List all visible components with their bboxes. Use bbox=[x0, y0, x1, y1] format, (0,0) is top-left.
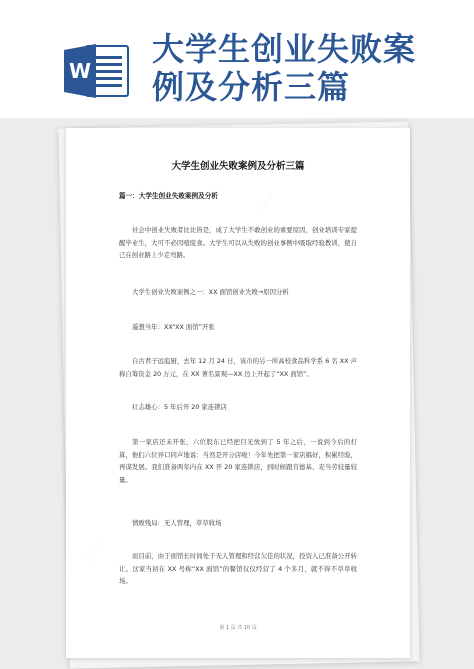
paragraph: 第一家店还未开张，六位股东已经把目光放到了 5 年之后，一说到今后的打算，他们六位异口同声地说：当然是开分店啦！今年先把第一家店搞好，积累经验，再谋发展。我们准备两年内在 XX 开 20 家连锁店，到时候跟肯德基、麦当劳较量较量。 bbox=[119, 438, 357, 484]
page-footer: 第 1 页 共 10 页 bbox=[219, 625, 257, 631]
header-banner bbox=[0, 0, 474, 118]
paragraph: 自古君子远庖厨，去年 12 月 24 日，该市的另一所高校食品科学系 6 名 XX 声称自筹资金 20 万元，在 XX 著名景观—XX 边上开起了“XX 面馆”。 bbox=[119, 357, 357, 378]
paragraph: 大学生创业失败案例之一：XX 面馆创业失败→原因分析 bbox=[132, 288, 289, 296]
word-icon-letter: W bbox=[68, 59, 92, 83]
watermark: ⁄ ⁄ ⁄ ⁄ ⁄ bbox=[85, 543, 106, 563]
paragraph: 情败残局：无人管理，草草收场 bbox=[132, 519, 222, 527]
title-line-1: 大学生创业失败案 bbox=[152, 30, 417, 68]
paragraph: 而目前，由于面馆长时间处于无人管理和经营欠佳的状况，投资人已准备公开转让。这家当初在 XX 号称“XX 面馆”的餐馆仅仅经营了 4 个多月，就不得不草草收场。 bbox=[119, 552, 357, 585]
watermark: ⁄ ⁄ ⁄ ⁄ ⁄ bbox=[255, 193, 276, 213]
paragraph: 遥想当年：XX“XX 面馆”开张 bbox=[132, 323, 215, 331]
document-title: 大学生创业失败案例及分析三篇 bbox=[171, 161, 305, 172]
section-heading: 篇一：大学生创业失败案例及分析 bbox=[119, 192, 218, 200]
title-line-2: 例及分析三篇 bbox=[152, 68, 351, 106]
document-page bbox=[66, 128, 410, 658]
paragraph: 社会中创业失败者比比皆是，成了大学生不敢创业的重要原因，创业培训专家提醒毕业生，大可不必因噎废食。大学生可以从失败的创业事例中吸取经验教训，使自己在创业路上少走弯路。 bbox=[119, 226, 357, 259]
page-title bbox=[152, 30, 464, 106]
word-document-icon bbox=[62, 42, 132, 100]
paragraph: 壮志雄心：5 年后开 20 家连锁店 bbox=[132, 403, 227, 411]
